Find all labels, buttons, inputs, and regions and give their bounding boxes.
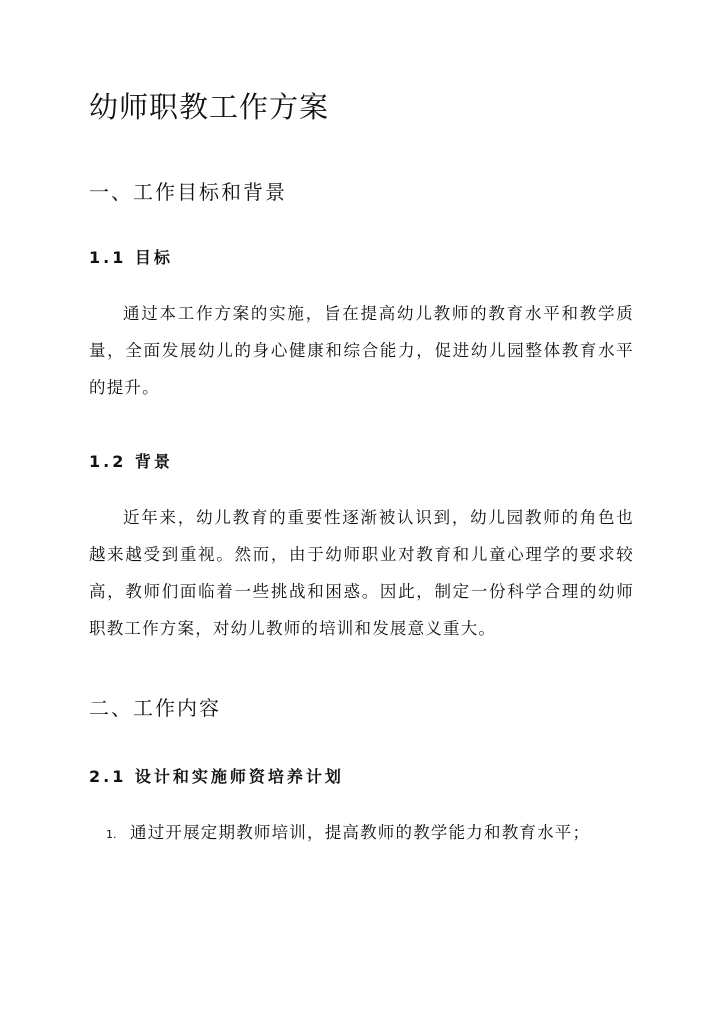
section-heading-work-content: 二、工作内容 [89,696,221,720]
document-title: 幼师职教工作方案 [89,90,330,124]
list-item [106,819,590,843]
subsection-heading-background: 1.2 背景 [89,452,173,471]
subsection-heading-teacher-training-plan: 2.1 设计和实施师资培养计划 [89,767,344,786]
list-item-text: 通过开展定期教师培训，提高教师的教学能力和教育水平； [130,823,591,842]
section-heading-goals-background: 一、工作目标和背景 [89,180,287,204]
paragraph-goal: 通过本工作方案的实施，旨在提高幼儿教师的教育水平和教学质量，全面发展幼儿的身心健康和综合能力，促进幼儿园整体教育水平的提升。 [89,304,634,397]
subsection-heading-goal: 1.1 目标 [89,248,173,267]
paragraph-background: 近年来，幼儿教育的重要性逐渐被认识到，幼儿园教师的角色也越来越受到重视。然而，由于幼师职业对教育和儿童心理学的要求较高，教师们面临着一些挑战和困惑。因此，制定一份科学合理的幼师职教工作方案，对幼儿教师的培训和发展意义重大。 [89,508,634,638]
list-item-number: 1. [106,828,117,841]
